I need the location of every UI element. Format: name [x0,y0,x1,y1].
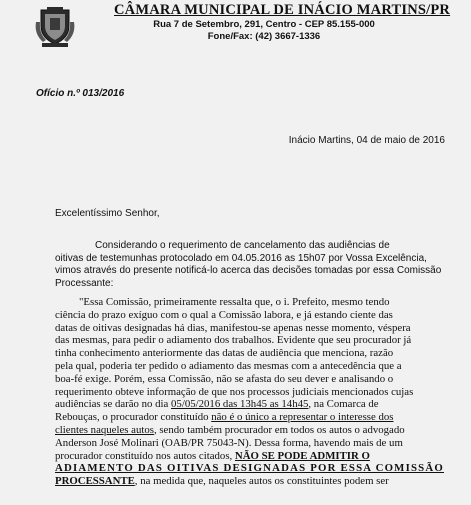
emphasized-decision: ADIAMENTO DAS OITIVAS DESIGNADAS POR ESSA COMISSÃO [55,462,444,475]
intro-line: Processante: [55,277,114,289]
underlined-text: clientes naqueles autos [55,423,154,436]
quote-line [55,398,461,411]
quote-line: tinha conhecimento anteriormente das datas de audiência que menciona, razão [55,347,394,360]
quote-line: ciência do prazo exíguo com o qual a Comissão labora, e já estando ciente das [55,308,393,321]
quoted-decision [55,296,461,488]
quote-line [55,411,461,424]
quote-line: datas de oitivas designadas há dias, manifestou-se apenas nesse momento, véspera [55,321,411,334]
quote-line: "Essa Comissão, primeiramente ressalta que, o i. Prefeito, mesmo tendo [79,296,390,308]
quote-line: pela qual, poderia ter pedido o adiamento das mesmas com a antecedência que a [55,359,402,372]
quote-line [55,424,461,437]
quote-line: boa-fé exige. Porém, essa Comissão, não se afasta do seu dever e analisando o [55,372,394,385]
municipal-coat-of-arms-icon [33,4,77,48]
intro-line: Considerando o requerimento de cancelamento das audiências de [95,240,390,251]
emphasized-decision: NÃO SE PODE ADMITIR O [234,449,370,462]
quote-text: , na Comarca de [308,398,379,411]
letter-reference: Ofício n.º 013/2016 [36,88,125,99]
quote-line [55,450,461,463]
quote-line: das mesmas, para pedir o adiamento dos trabalhos. Evidente que seu procurador já [55,334,412,347]
emphasized-decision: PROCESSANTE [55,475,135,488]
chamber-name: CÂMARA MUNICIPAL DE INÁCIO MARTINS/PR [114,2,451,18]
intro-line: oitivas de testemunhas protocolado em 04.05.2016 as 15h07 por Vossa Excelência, [55,252,427,264]
quote-text: audiências se darão no dia [55,398,172,411]
quote-text: , na medida que, naqueles autos os constituintes podem ser [134,475,389,488]
salutation: Excelentíssimo Senhor, [55,208,160,219]
quote-line: requerimento obteve informação de que nos processos judiciais mencionados cujas [55,385,414,398]
intro-line: vimos através do presente notificá-lo acerca das decisões tomadas por essa Comissão [55,265,442,276]
quote-text: , sendo também procurador em todos os autos o advogado [153,423,405,436]
quote-line [55,475,461,488]
chamber-phone: Fone/Fax: (42) 3667-1336 [207,31,321,42]
hearing-schedule: 05/05/2016 das 13h45 as 14h45 [171,398,309,411]
chamber-address: Rua 7 de Setembro, 291, Centro - CEP 85.155-000 [153,19,375,30]
quote-text: Rebouças, o procurador constituído [55,411,212,424]
quote-line: Anderson José Molinari (OAB/PR 75043-N). Dessa forma, havendo mais de um [55,436,403,449]
underlined-text: não é o único a representar o interesse dos [211,411,394,424]
quote-text: procurador constituído nos autos citados, [55,449,235,462]
place-and-date: Inácio Martins, 04 de maio de 2016 [288,135,445,146]
intro-paragraph [55,240,447,290]
